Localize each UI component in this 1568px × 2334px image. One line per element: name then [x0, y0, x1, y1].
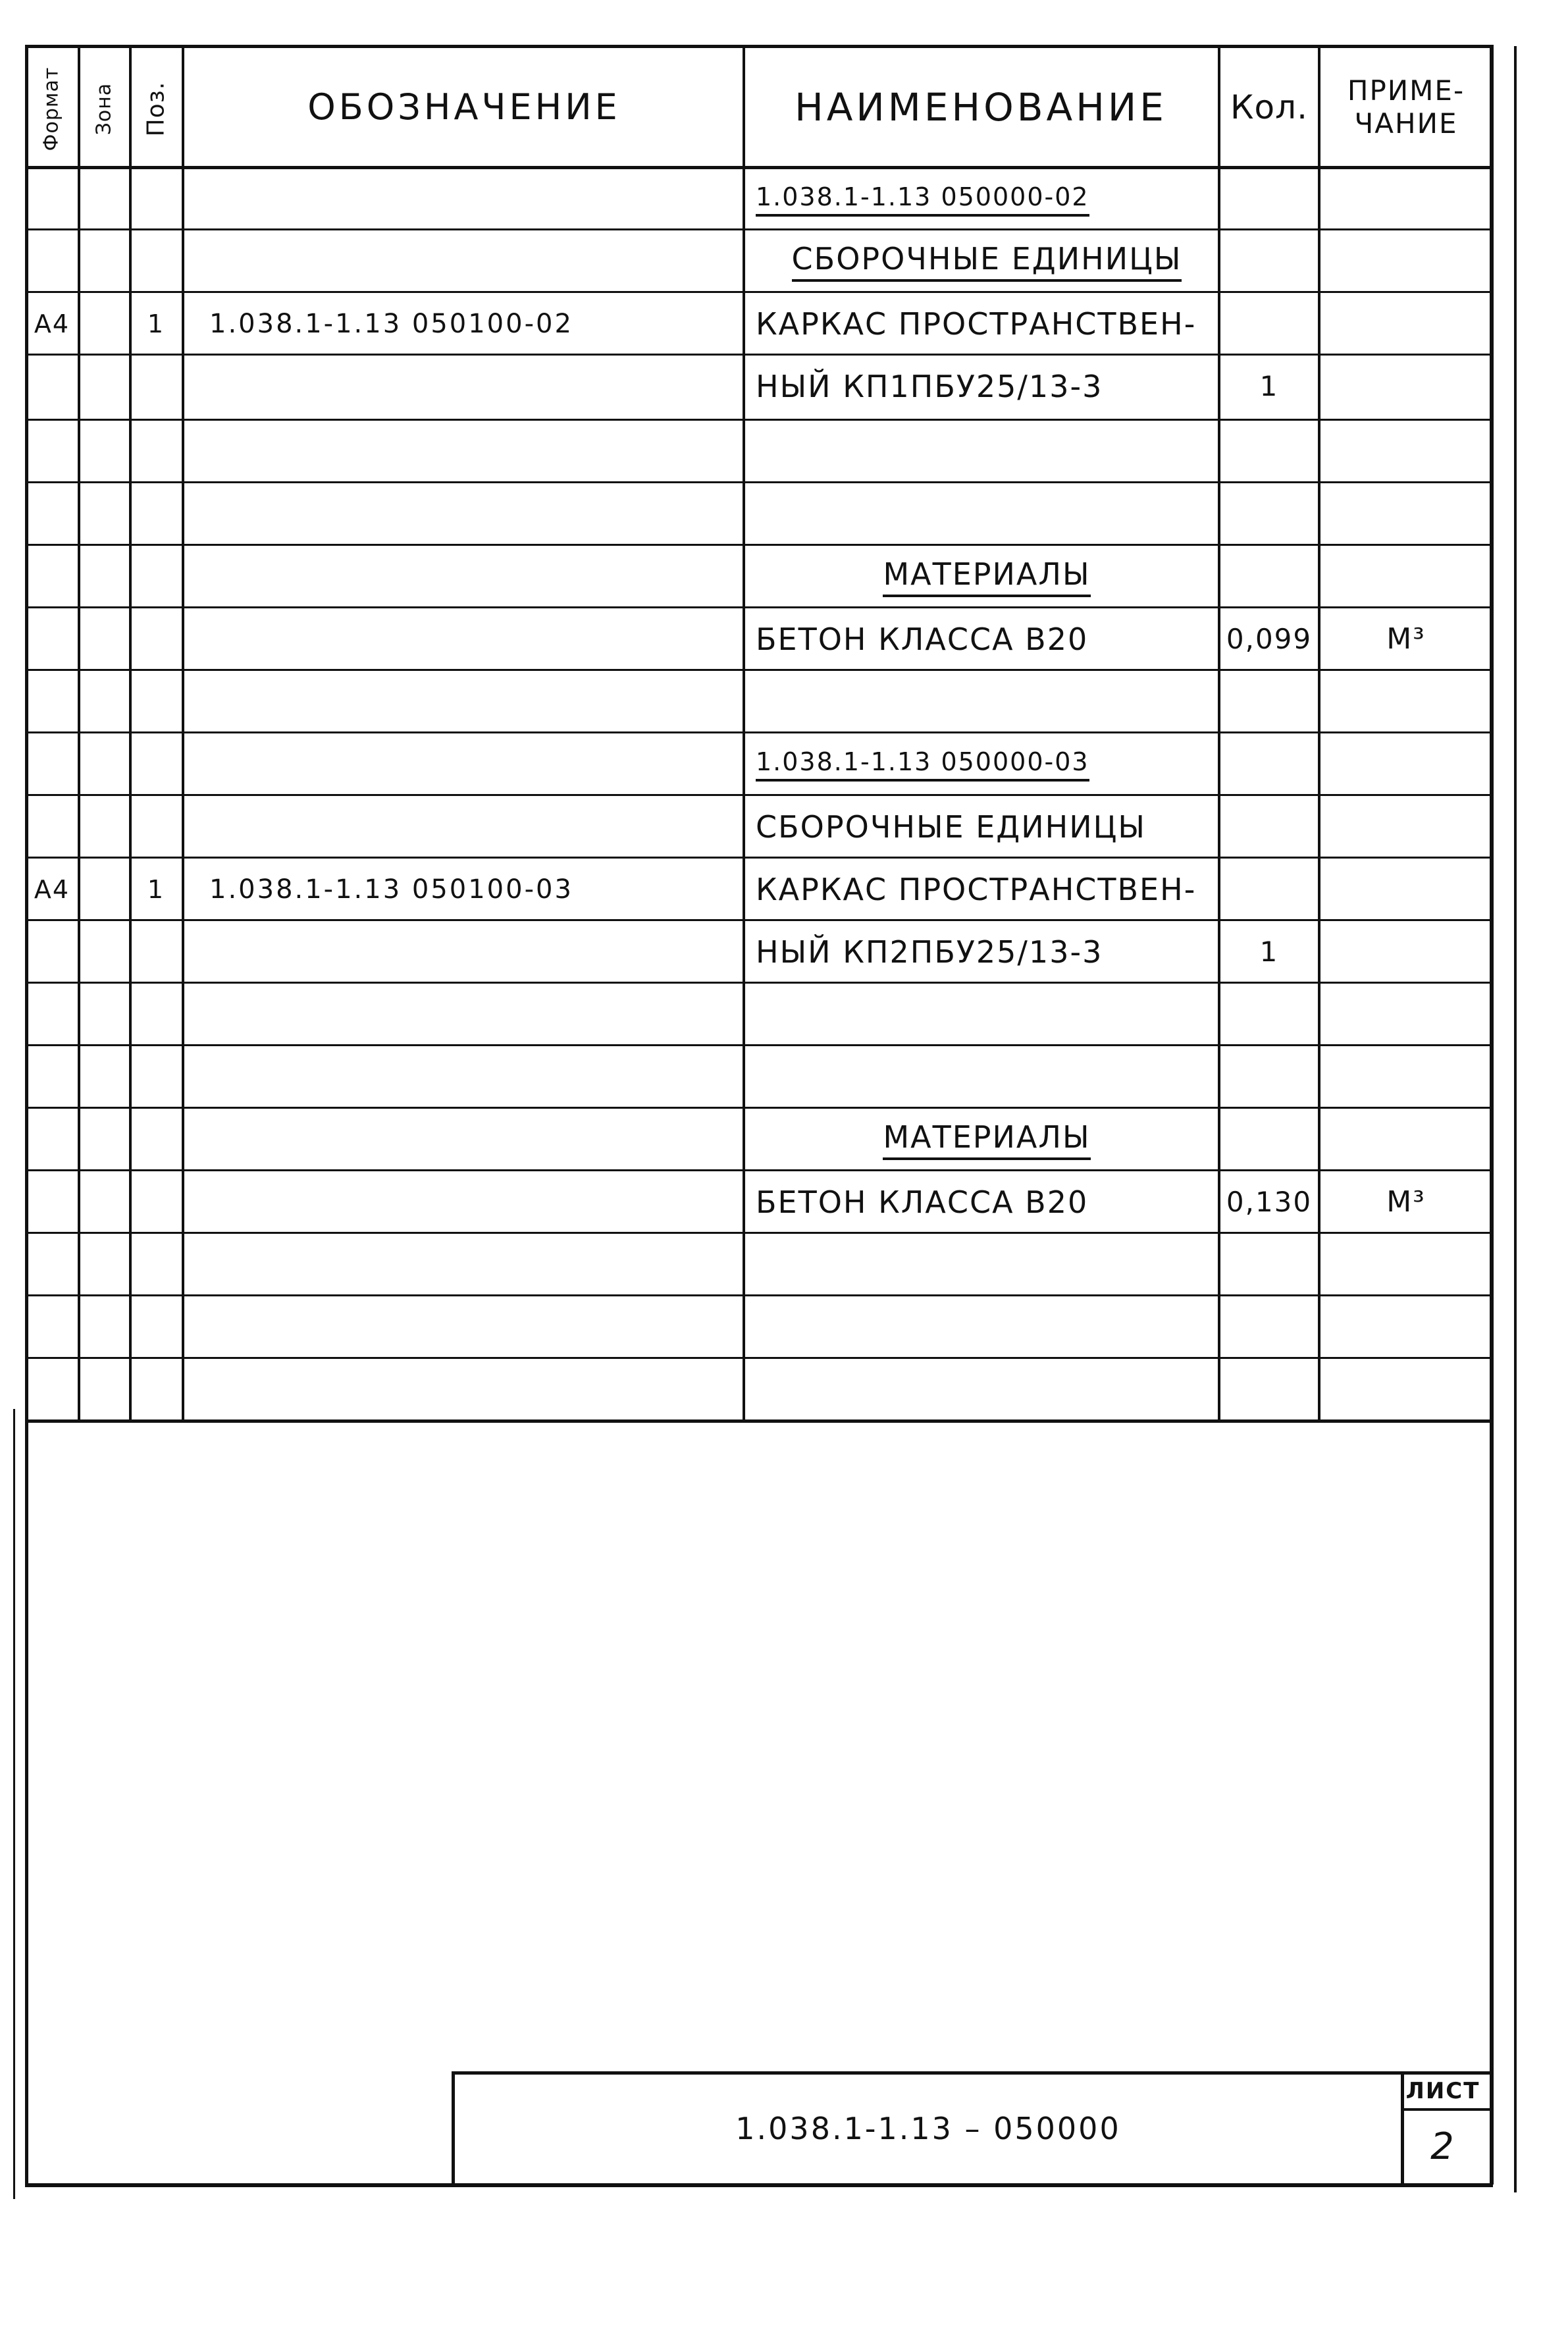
position-cell: [130, 1046, 182, 1108]
note-cell: [1319, 920, 1493, 983]
column-line: [1218, 46, 1220, 1421]
row-separator: [26, 354, 1493, 356]
name-cell: НЫЙ КП2ПБУ25/13-3: [756, 934, 1103, 970]
format-cell: [26, 230, 78, 292]
column-header-note: [1319, 46, 1493, 168]
name-text: МАТЕРИАЛЫ: [883, 1119, 1090, 1160]
designation-cell: [184, 608, 769, 670]
format-cell: [26, 420, 78, 483]
position-cell: [130, 670, 182, 733]
row-separator: [26, 731, 1493, 733]
frame-top-line: [26, 45, 1493, 48]
quantity-cell: [1219, 1108, 1319, 1171]
note-cell: [1319, 670, 1493, 733]
position-cell: [130, 1108, 182, 1171]
note-cell: [1319, 1108, 1493, 1171]
row-separator: [26, 606, 1493, 608]
name-text: 1.038.1-1.13 050000-02: [756, 182, 1089, 217]
name-text: СБОРОЧНЫЕ ЕДИНИЦЫ: [792, 241, 1182, 282]
format-cell: [26, 983, 78, 1046]
quantity-cell: [1219, 168, 1319, 230]
note-cell: [1319, 168, 1493, 230]
name-cell: [744, 1358, 1218, 1421]
name-cell: [744, 1046, 1218, 1108]
note-cell: [1319, 355, 1493, 417]
binding-margin-line: [13, 1409, 15, 2199]
name-cell: [744, 983, 1218, 1046]
stamp-divider-line: [1401, 2073, 1404, 2185]
format-cell: [26, 1046, 78, 1108]
quantity-cell: [1219, 420, 1319, 483]
quantity-cell: [1219, 670, 1319, 733]
name-cell: [744, 420, 1218, 483]
format-cell: [26, 670, 78, 733]
designation-cell: [184, 420, 769, 483]
quantity-cell: [1219, 230, 1319, 292]
name-cell: [744, 1233, 1218, 1296]
quantity-cell: [1219, 1046, 1319, 1108]
frame-right-line: [1490, 45, 1494, 2185]
position-cell: [130, 483, 182, 545]
stamp-left-line: [452, 2073, 455, 2185]
column-header-position: Поз.: [142, 81, 170, 136]
name-cell: [744, 230, 1218, 292]
row-separator: [26, 419, 1493, 421]
position-cell: [130, 920, 182, 983]
note-cell: М³: [1386, 622, 1426, 656]
designation-cell: [184, 1358, 769, 1421]
header-bottom-line: [26, 166, 1493, 169]
note-cell: [1319, 1296, 1493, 1358]
designation-cell: [184, 733, 769, 795]
note-cell: [1319, 1233, 1493, 1296]
designation-cell: [184, 1046, 769, 1108]
stamp-sheet-line: [1401, 2108, 1493, 2111]
designation-cell: [184, 1233, 769, 1296]
position-cell: [130, 983, 182, 1046]
table-bottom-line: [26, 1419, 1493, 1423]
format-cell: А4: [34, 874, 70, 904]
format-cell: [26, 1108, 78, 1171]
note-cell: [1319, 983, 1493, 1046]
format-cell: [26, 168, 78, 230]
position-cell: [130, 1233, 182, 1296]
note-cell: [1319, 420, 1493, 483]
name-cell: КАРКАС ПРОСТРАНСТВЕН-: [756, 871, 1197, 907]
designation-cell: [184, 920, 769, 983]
quantity-cell: [1219, 545, 1319, 608]
name-cell: [744, 1296, 1218, 1358]
note-cell: [1319, 858, 1493, 920]
format-cell: А4: [34, 309, 70, 338]
format-cell: [26, 1358, 78, 1421]
name-cell: [744, 483, 1218, 545]
quantity-cell: [1219, 733, 1319, 795]
column-header-note-line1: ПРИМЕ-: [1347, 74, 1465, 107]
designation-cell: [184, 168, 769, 230]
quantity-cell: [1219, 1233, 1319, 1296]
designation-cell: [184, 795, 769, 858]
format-cell: [26, 733, 78, 795]
row-separator: [26, 1232, 1493, 1234]
sheet-number: 2: [1430, 2125, 1455, 2168]
quantity-cell: 1: [1259, 370, 1279, 402]
format-cell: [26, 1233, 78, 1296]
frame-bottom-line: [25, 2183, 1493, 2187]
quantity-cell: [1219, 858, 1319, 920]
name-cell: [744, 1108, 1218, 1171]
column-line: [743, 46, 745, 1421]
column-line: [1318, 46, 1320, 1421]
name-cell: [744, 670, 1218, 733]
designation-cell: [184, 483, 769, 545]
position-cell: [130, 1171, 182, 1233]
name-text: 1.038.1-1.13 050000-03: [756, 747, 1089, 782]
format-cell: [26, 795, 78, 858]
quantity-cell: [1219, 1358, 1319, 1421]
outer-right-line: [1514, 46, 1517, 2192]
name-cell: СБОРОЧНЫЕ ЕДИНИЦЫ: [756, 809, 1146, 845]
column-line: [129, 46, 132, 1421]
row-separator: [26, 481, 1493, 483]
row-separator: [26, 669, 1493, 671]
format-cell: [26, 545, 78, 608]
row-separator: [26, 1044, 1493, 1046]
column-line: [182, 46, 184, 1421]
format-cell: [26, 1171, 78, 1233]
row-separator: [26, 291, 1493, 293]
format-cell: [26, 920, 78, 983]
row-separator: [26, 794, 1493, 796]
quantity-cell: [1219, 795, 1319, 858]
name-text: МАТЕРИАЛЫ: [883, 556, 1090, 597]
position-cell: [130, 795, 182, 858]
designation-cell: 1.038.1-1.13 050100-02: [209, 308, 573, 339]
note-cell: [1319, 1358, 1493, 1421]
position-cell: [130, 355, 182, 417]
quantity-cell: 1: [1259, 936, 1279, 968]
designation-cell: 1.038.1-1.13 050100-03: [209, 874, 573, 905]
position-cell: [130, 420, 182, 483]
row-separator: [26, 1169, 1493, 1171]
note-cell: [1319, 795, 1493, 858]
name-cell: НЫЙ КП1ПБУ25/13-3: [756, 368, 1103, 404]
row-separator: [26, 1357, 1493, 1359]
position-cell: [130, 733, 182, 795]
format-cell: [26, 355, 78, 417]
row-separator: [26, 1107, 1493, 1109]
quantity-cell: 0,130: [1226, 1186, 1313, 1218]
sheet-label: ЛИСТ: [1405, 2078, 1480, 2104]
name-cell: [744, 733, 1218, 795]
note-cell: [1319, 483, 1493, 545]
note-cell: [1319, 733, 1493, 795]
row-separator: [26, 857, 1493, 859]
column-header-name: НАИМЕНОВАНИЕ: [795, 84, 1167, 130]
note-cell: [1319, 292, 1493, 355]
position-cell: [130, 608, 182, 670]
note-cell: М³: [1386, 1185, 1426, 1219]
row-separator: [26, 982, 1493, 984]
position-cell: 1: [147, 309, 165, 338]
format-cell: [26, 1296, 78, 1358]
column-header-note-line2: ЧАНИЕ: [1354, 107, 1458, 140]
name-cell: [744, 168, 1218, 230]
designation-cell: [184, 230, 769, 292]
quantity-cell: [1219, 292, 1319, 355]
designation-cell: [184, 983, 769, 1046]
format-cell: [26, 608, 78, 670]
designation-cell: [184, 545, 769, 608]
note-cell: [1319, 230, 1493, 292]
stamp-top-line: [452, 2071, 1492, 2075]
document-code: 1.038.1-1.13 – 050000: [735, 2110, 1121, 2146]
format-cell: [26, 483, 78, 545]
designation-cell: [184, 1108, 769, 1171]
quantity-cell: [1219, 983, 1319, 1046]
row-separator: [26, 1294, 1493, 1296]
position-cell: [130, 1296, 182, 1358]
name-cell: [744, 545, 1218, 608]
quantity-cell: [1219, 483, 1319, 545]
designation-cell: [184, 1171, 769, 1233]
position-cell: 1: [147, 874, 165, 904]
quantity-cell: 0,099: [1226, 623, 1313, 655]
row-separator: [26, 919, 1493, 921]
row-separator: [26, 228, 1493, 230]
column-line: [78, 46, 80, 1421]
name-cell: БЕТОН КЛАССА В20: [756, 621, 1089, 657]
position-cell: [130, 1358, 182, 1421]
quantity-cell: [1219, 1296, 1319, 1358]
designation-cell: [184, 670, 769, 733]
position-cell: [130, 168, 182, 230]
position-cell: [130, 545, 182, 608]
name-cell: КАРКАС ПРОСТРАНСТВЕН-: [756, 305, 1197, 342]
column-header-format: Формат: [39, 66, 63, 151]
column-header-designation: ОБОЗНАЧЕНИЕ: [307, 86, 621, 128]
frame-left-line: [25, 45, 28, 2185]
position-cell: [130, 230, 182, 292]
note-cell: [1319, 545, 1493, 608]
note-cell: [1319, 1046, 1493, 1108]
designation-cell: [184, 355, 769, 417]
column-header-zone: Зона: [92, 82, 115, 135]
name-cell: БЕТОН КЛАССА В20: [756, 1184, 1089, 1220]
column-header-quantity: Кол.: [1230, 88, 1308, 126]
row-separator: [26, 544, 1493, 546]
designation-cell: [184, 1296, 769, 1358]
